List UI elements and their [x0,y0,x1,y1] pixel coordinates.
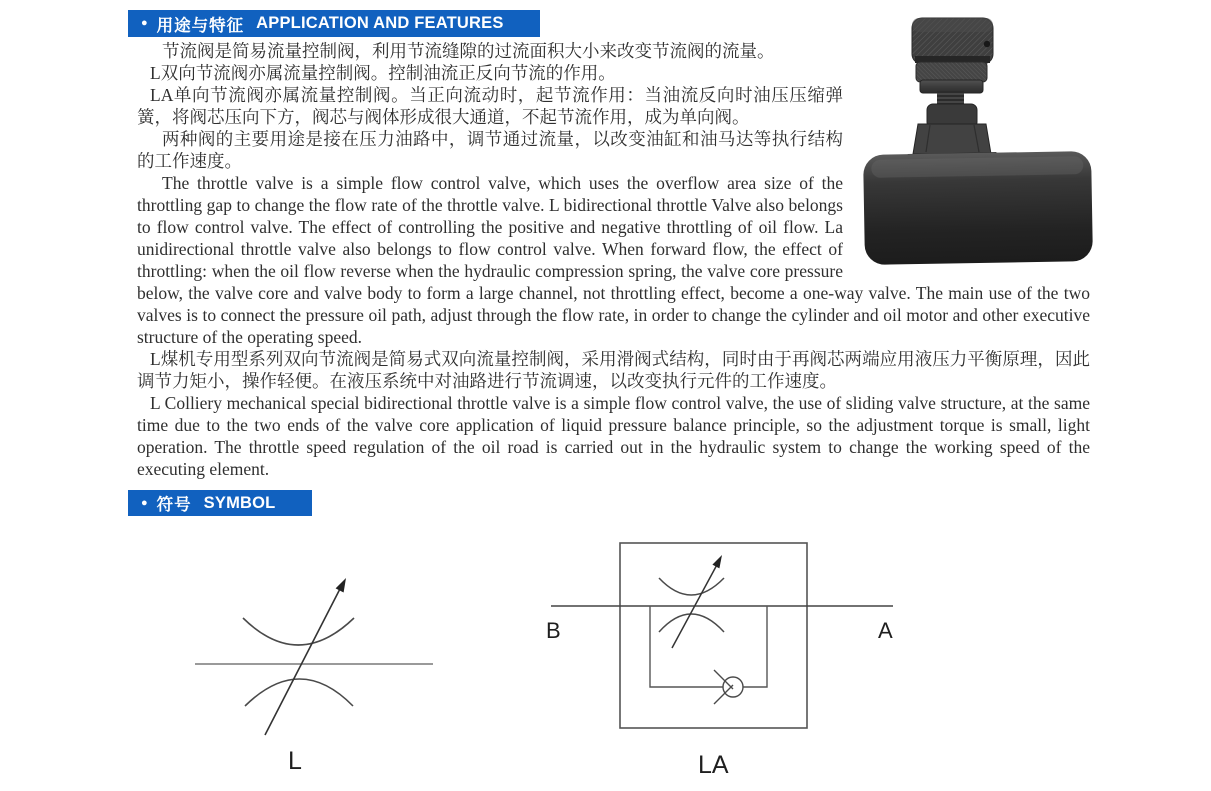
l-throttle-arc-top [243,618,354,645]
l-adjust-arrow [265,578,346,735]
section-title-zh: 用途与特征 [156,16,245,35]
la-symbol-drawing [551,543,893,728]
l-symbol-drawing [195,578,433,735]
paragraph-zh-5: L煤机专用型系列双向节流阀是简易式双向流量控制阀，采用滑阀式结构，同时由于再阀芯两端应用液压力平衡原理，因此调节力矩小，操作轻便。在液压系统中对油路进行节流调速，以改变执行元件的工作速度。 [137,349,1090,391]
la-adjust-arrow [672,555,722,648]
bullet-icon: ● [141,496,148,509]
section-title-en: APPLICATION AND FEATURES [256,14,504,32]
la-bypass-loop [650,606,767,687]
l-throttle-arc-bottom [245,679,353,706]
la-symbol-label: LA [698,751,729,779]
l-symbol-label: L [288,747,302,775]
symbol-diagrams [0,530,1211,791]
photo-text-wrap-spacer [843,40,1090,270]
paragraph-zh-3: LA单向节流阀亦属流量控制阀。当正向流动时，起节流作用：当油流反向时油压压缩弹簧，将阀芯压向下方，阀芯与阀体形成很大通道，不起节流作用，成为单向阀。 [137,85,843,127]
paragraph-zh-2: L双向节流阀亦属流量控制阀。控制油流正反向节流的作用。 [150,63,616,83]
section-header-symbol [128,490,312,516]
paragraph-zh-4: 两种阀的主要用途是接在压力油路中，调节通过流量，以改变油缸和油马达等执行结构的工作速度。 [137,129,843,171]
section-title-zh: 符号 [156,496,192,514]
application-text [137,40,1090,480]
la-port-label-b: B [546,618,561,643]
paragraph-en-1: The throttle valve is a simple flow control valve, which uses the overflow area size of the throttling gap to change the flow rate of the throttle valve. L bidirectional throttle Valve also belongs to flow control valve. The effect of controlling the positive and negative throttling of oil flow. La unidirectional throttle valve also belongs to flow control valve. When forward flow, the effect of throttling: when the oil flow reverse when the hydraulic compression spring, the valve core pressure below, the valve core and valve body to form a large channel, not throttling effect, become a one-way valve. The main use of the two valves is to connect the pressure oil path, adjust through the flow rate, in order to change the cylinder and oil motor and other executive structure of the operating speed. [137,173,1090,347]
la-throttle-arc-bottom [659,614,724,632]
section-header-application [128,10,540,37]
la-throttle-arc-top [659,578,724,595]
section-title-en: SYMBOL [203,493,276,512]
paragraph-zh-1: 节流阀是简易流量控制阀，利用节流缝隙的过流面积大小来改变节流阀的流量。 [162,41,775,61]
bullet-icon: ● [141,17,148,29]
la-port-label-a: A [878,618,893,643]
paragraph-en-2: L Colliery mechanical special bidirectional throttle valve is a simple flow control valve, the use of sliding valve structure, at the same time due to the two ends of the valve core application of liquid pressure balance principle, so the adjustment torque is small, light operation. The throttle speed regulation of the oil road is carried out in the hydraulic system to change the working speed of the executing element. [137,393,1090,479]
